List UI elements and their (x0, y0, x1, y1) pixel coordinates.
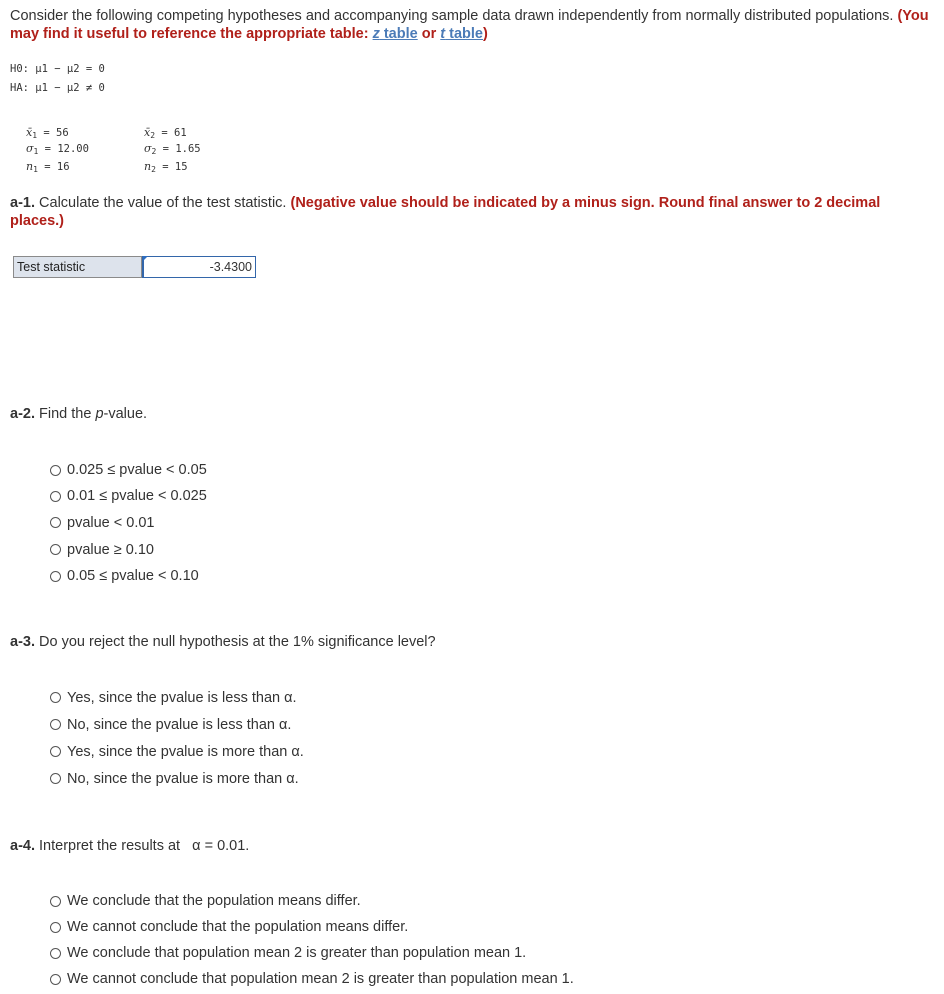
radio-button[interactable] (50, 692, 61, 703)
sample1-sigma: $\sigma_1 = 12.00$ (26, 142, 89, 156)
a3-option[interactable]: Yes, since the pvalue is more than α. (50, 738, 304, 765)
a2-option[interactable]: 0.05 ≤ pvalue < 0.10 (50, 563, 207, 589)
sample2-mean: $x̄_2 = 61$ (144, 126, 187, 140)
a4-options (50, 888, 574, 992)
null-hypothesis: H0: μ1 − μ2 = 0 (10, 63, 105, 75)
intro-instruction: (You may find it useful to reference the appropriate table: z table or t table) (10, 8, 929, 42)
a2-options (50, 457, 207, 589)
radio-button[interactable] (50, 896, 61, 907)
radio-button[interactable] (50, 517, 61, 528)
radio-button[interactable] (50, 465, 61, 476)
a2-option[interactable]: 0.025 ≤ pvalue < 0.05 (50, 457, 207, 483)
sample2-n: $n_2 = 15$ (144, 160, 188, 174)
radio-button[interactable] (50, 491, 61, 502)
radio-button[interactable] (50, 571, 61, 582)
alpha-value: α = 0.01. (192, 838, 250, 854)
a3-option[interactable]: No, since the pvalue is less than α. (50, 711, 304, 738)
radio-button[interactable] (50, 773, 61, 784)
radio-button[interactable] (50, 948, 61, 959)
question-a1: a-1. Calculate the value of the test statistic. (Negative value should be indicated by a minus sign. Round final answer to 2 decimal places.) (10, 195, 881, 229)
a1-instruction: (Negative value should be indicated by a minus sign. Round final answer to 2 decimal places.) (10, 195, 881, 229)
question-a4: a-4. Interpret the results at α = 0.01. (10, 838, 250, 854)
radio-button[interactable] (50, 746, 61, 757)
a4-option[interactable]: We conclude that the population means differ. (50, 888, 574, 914)
sample1-n: $n_1 = 16$ (26, 160, 70, 174)
sample1-mean: $x̄_1 = 56$ (26, 126, 69, 140)
question-a2: a-2. Find the p-value. (10, 406, 148, 422)
sample2-sigma: $\sigma_2 = 1.65$ (144, 142, 201, 156)
z-table-link[interactable]: z table (372, 26, 418, 42)
question-intro (10, 7, 930, 43)
answer-table (13, 256, 256, 278)
radio-button[interactable] (50, 922, 61, 933)
a3-option[interactable]: No, since the pvalue is more than α. (50, 765, 304, 792)
t-table-link[interactable]: t table (440, 26, 483, 42)
a2-option[interactable]: 0.01 ≤ pvalue < 0.025 (50, 483, 207, 509)
flag-icon (143, 256, 148, 261)
question-a3: a-3. Do you reject the null hypothesis at the 1% significance level? (10, 634, 436, 650)
test-statistic-input[interactable]: -3.4300 (142, 256, 256, 278)
radio-button[interactable] (50, 544, 61, 555)
radio-button[interactable] (50, 974, 61, 985)
radio-button[interactable] (50, 719, 61, 730)
test-statistic-label: Test statistic (13, 256, 142, 278)
a4-option[interactable]: We cannot conclude that population mean 2 is greater than population mean 1. (50, 966, 574, 992)
a4-option[interactable]: We conclude that population mean 2 is greater than population mean 1. (50, 940, 574, 966)
a4-option[interactable]: We cannot conclude that the population means differ. (50, 914, 574, 940)
alternative-hypothesis: HA: μ1 − μ2 ≠ 0 (10, 82, 105, 94)
a2-option[interactable]: pvalue < 0.01 (50, 509, 207, 536)
a3-options (50, 684, 304, 792)
intro-text: Consider the following competing hypotheses and accompanying sample data drawn independently from normally distributed populations. (10, 8, 898, 24)
a2-option[interactable]: pvalue ≥ 0.10 (50, 536, 207, 563)
a3-option[interactable]: Yes, since the pvalue is less than α. (50, 684, 304, 711)
